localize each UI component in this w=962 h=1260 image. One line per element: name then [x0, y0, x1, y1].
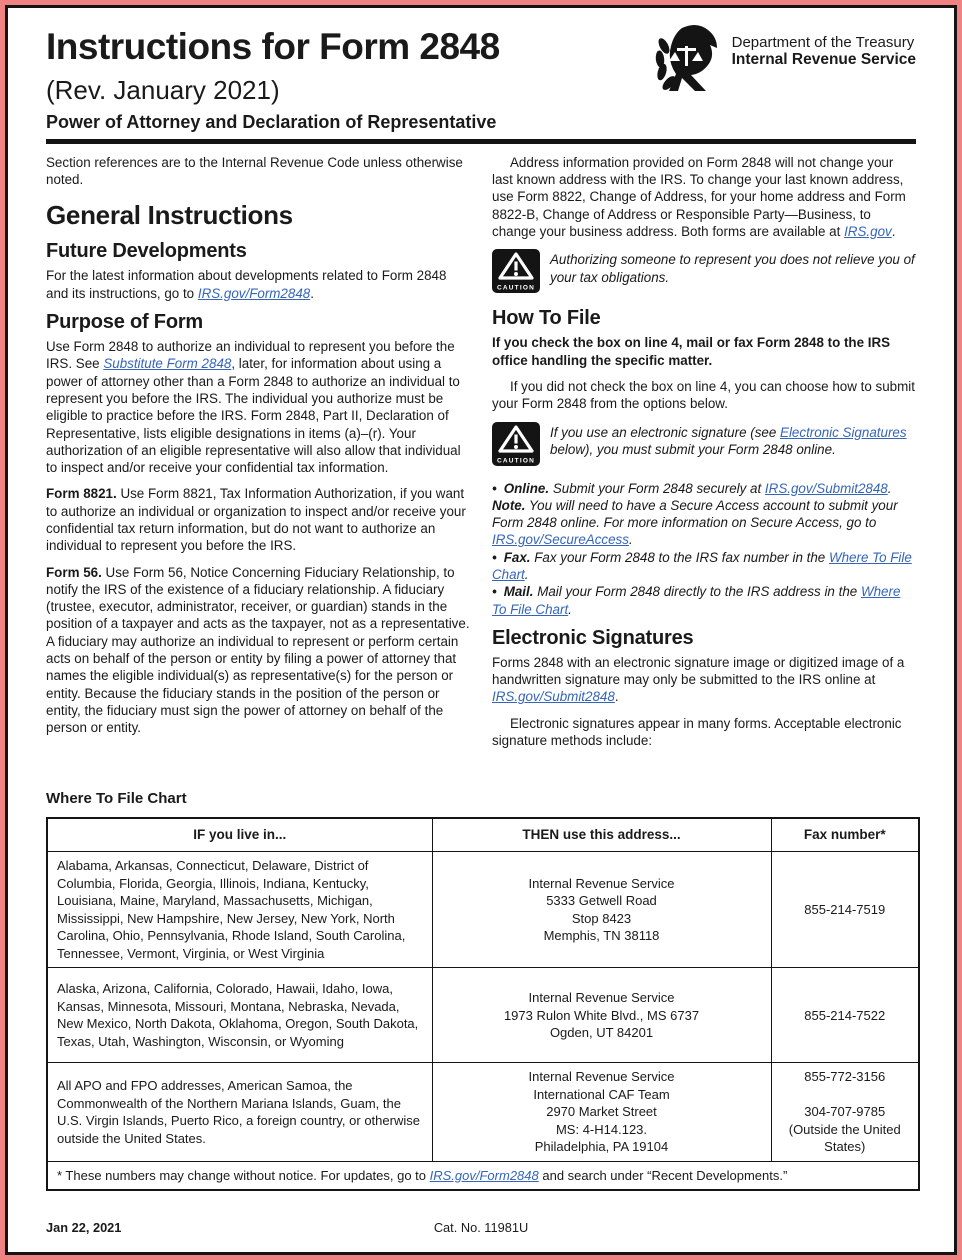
form-8821-paragraph: Form 8821. Use Form 8821, Tax Information Authorization, if you want to authorize an individual or organization to inspect and/or receive your confidential tax return information, but do not want to authorize an individual to represent you before the IRS. [46, 486, 466, 554]
caution-icon [492, 422, 540, 471]
form-56-label: Form 56. [46, 564, 102, 580]
how-to-file-paragraph-2: If you did not check the box on line 4, you can choose how to submit your Form 2848 from the options below. [492, 378, 915, 412]
caution-block-2 [492, 422, 916, 471]
bullet-fax: • Fax. Fax your Form 2848 to the IRS fax number in the Where To File Chart. [492, 549, 912, 582]
table-footnote-row [47, 1161, 919, 1190]
fax-cell: 855-214-7519 [771, 852, 919, 968]
caution-text-2: If you use an electronic signature (see Electronic Signatures below), you must submit your Form 2848 online. [550, 424, 907, 458]
link-irs-gov-submit2848[interactable]: IRS.gov/Submit2848 [764, 480, 888, 496]
where-to-file-table [46, 817, 920, 1192]
table-header-row [47, 818, 919, 852]
future-developments-heading: Future Developments [46, 240, 247, 263]
note-label: Note. [492, 497, 526, 513]
form-8821-label: Form 8821. [46, 486, 117, 502]
document-header [46, 22, 916, 137]
address-cell: Internal Revenue Service 1973 Rulon White Blvd., MS 6737 Ogden, UT 84201 [432, 968, 771, 1063]
table-row [47, 852, 919, 968]
agency-block [732, 34, 916, 69]
address-cell: Internal Revenue Service 5333 Getwell Road Stop 8423 Memphis, TN 38118 [432, 852, 771, 968]
left-column [46, 154, 470, 786]
svg-text:CAUTION: CAUTION [496, 284, 536, 292]
general-instructions-heading: General Instructions [46, 200, 293, 231]
how-to-file-heading: How To File [492, 307, 601, 330]
page-title: Instructions for Form 2848 [46, 26, 500, 67]
right-column [492, 154, 916, 786]
link-irs-gov-form2848[interactable]: IRS.gov/Form2848 [197, 285, 311, 301]
esign-paragraph-1: Forms 2848 with an electronic signature image or digitized image of a handwritten signature may only be submitted to the IRS online at IRS.gov/Submit2848. [492, 654, 905, 705]
link-where-to-file-chart-1[interactable]: Where To File Chart [492, 549, 912, 582]
purpose-of-form-heading: Purpose of Form [46, 311, 204, 334]
note-paragraph: Note. You will need to have a Secure Access account to submit your Form 2848 online. For more information on Secure Access, go to IRS.gov/SecureAccess. [492, 497, 898, 548]
link-irs-gov[interactable]: IRS.gov [844, 224, 892, 240]
fax-cell: 855-772-3156 304-707-9785 (Outside the United States) [771, 1063, 919, 1162]
caution-text-1: Authorizing someone to represent you does not relieve you of your tax obligations. [550, 252, 915, 285]
link-substitute-form-2848[interactable]: Substitute Form 2848 [103, 356, 232, 372]
future-developments-paragraph: For the latest information about developments related to Form 2848 and its instructions, go to IRS.gov/Form2848. [46, 268, 447, 301]
footer-date: Jan 22, 2021 [46, 1220, 122, 1235]
header-right [652, 24, 916, 99]
how-to-file-bold-paragraph: If you check the box on line 4, mail or fax Form 2848 to the IRS office handling the specific matter. [492, 335, 891, 368]
caution-icon [492, 249, 540, 298]
fax-label: Fax. [503, 549, 531, 565]
bullet-online: • Online. Submit your Form 2848 securely at IRS.gov/Submit2848. [492, 480, 892, 496]
address-cell: Internal Revenue Service International CAF Team 2970 Market Street MS: 4-H14.123. Philadelphia, PA 19104 [432, 1063, 771, 1162]
purpose-paragraph: Use Form 2848 to authorize an individual to represent you before the IRS. See Substitute Form 2848, later, for information about using a power of attorney other than a Form 2848 to authorize an individual to represent you before the IRS. The individual you authorize must be eligible to practice before the IRS. Form 2848, Part II, Declaration of Representative, lists eligible designations in items (a)–(r). Your authorization of an eligible representative will also allow that individual to inspect and/or receive your confidential tax information. [46, 339, 461, 476]
address-info-paragraph: Address information provided on Form 2848 will not change your last known address with the IRS. To change your last known address, use Form 8822, Change of Address, for your home address and Form 8822-B, Change of Address or Responsible Party—Business, to change your business address. Both forms are available at IRS.gov. [492, 154, 906, 240]
live-in-cell: Alaska, Arizona, California, Colorado, Hawaii, Idaho, Iowa, Kansas, Minnesota, Missouri, Montana, Nebraska, Nevada, New Mexico, North Dakota, Oklahoma, Oregon, South Dakota, Texas, Utah, Washington, Wisconsin, or Wyoming [47, 968, 432, 1063]
online-label: Online. [503, 480, 550, 496]
link-where-to-file-chart-2[interactable]: Where To File Chart [492, 584, 901, 617]
link-irs-gov-form2848-footnote[interactable]: IRS.gov/Form2848 [429, 1167, 539, 1183]
table-footnote: * These numbers may change without notice. For updates, go to IRS.gov/Form2848 and search under “Recent Developments.” [47, 1161, 919, 1190]
page-footer [46, 1220, 916, 1240]
form-56-paragraph: Form 56. Use Form 56, Notice Concerning Fiduciary Relationship, to notify the IRS of the existence of a fiduciary relationship. A fiduciary (trustee, executor, administrator, receiver, or guardian) stands in the position of a taxpayer and acts as the taxpayer, not as a representative. A fiduciary may authorize an individual to represent or perform certain acts on behalf of the person or entity by filing a power of attorney that names the eligible individual(s) as representative(s) for the person or entity. Because the fiduciary stands in the position of the person or entity, the fiduciary must sign the power of attorney on behalf of the person or entity. [46, 564, 470, 736]
column-header-live-in: IF you live in... [47, 818, 432, 852]
link-electronic-signatures[interactable]: Electronic Signatures [780, 424, 907, 440]
caution-block-1 [492, 249, 916, 298]
where-to-file-chart-heading: Where To File Chart [46, 789, 187, 807]
table-row [47, 968, 919, 1063]
header-divider [46, 139, 916, 144]
body-columns [46, 154, 916, 786]
table-row [47, 1063, 919, 1162]
revision-date: (Rev. January 2021) [46, 74, 280, 105]
bullet-mail: • Mail. Mail your Form 2848 directly to the IRS address in the Where To File Chart. [492, 584, 901, 617]
form-subtitle: Power of Attorney and Declaration of Representative [46, 111, 497, 132]
irs-eagle-logo-icon [652, 24, 724, 99]
section-references-note: Section references are to the Internal Revenue Code unless otherwise noted. [46, 154, 463, 188]
agency-line-2: Internal Revenue Service [731, 51, 916, 68]
link-irs-gov-submit2848-2[interactable]: IRS.gov/Submit2848 [492, 689, 615, 705]
agency-line-1: Department of the Treasury [731, 34, 915, 51]
fax-cell: 855-214-7522 [771, 968, 919, 1063]
catalog-number: Cat. No. 11981U [433, 1220, 529, 1235]
esign-paragraph-2: Electronic signatures appear in many forms. Acceptable electronic signature methods include: [492, 715, 902, 749]
electronic-signatures-heading: Electronic Signatures [492, 626, 694, 649]
document-page [5, 5, 957, 1255]
link-irs-gov-secureaccess[interactable]: IRS.gov/SecureAccess [492, 532, 629, 548]
mail-label: Mail. [503, 584, 534, 600]
header-left [46, 22, 500, 137]
column-header-fax: Fax number* [771, 818, 919, 852]
live-in-cell: All APO and FPO addresses, American Samoa, the Commonwealth of the Northern Mariana Islands, Guam, the U.S. Virgin Islands, Puerto Rico, a foreign country, or otherwise outside the United States. [47, 1063, 432, 1162]
column-header-address: THEN use this address... [432, 818, 771, 852]
svg-text:CAUTION: CAUTION [496, 457, 536, 465]
live-in-cell: Alabama, Arkansas, Connecticut, Delaware, District of Columbia, Florida, Georgia, Illinois, Indiana, Kentucky, Louisiana, Maine, Maryland, Massachusetts, Michigan, Mississippi, New Hampshire, New Jersey, New York, North Carolina, Ohio, Pennsylvania, Rhode Island, South Carolina, Tennessee, Vermont, Virginia, or West Virginia [47, 852, 432, 968]
